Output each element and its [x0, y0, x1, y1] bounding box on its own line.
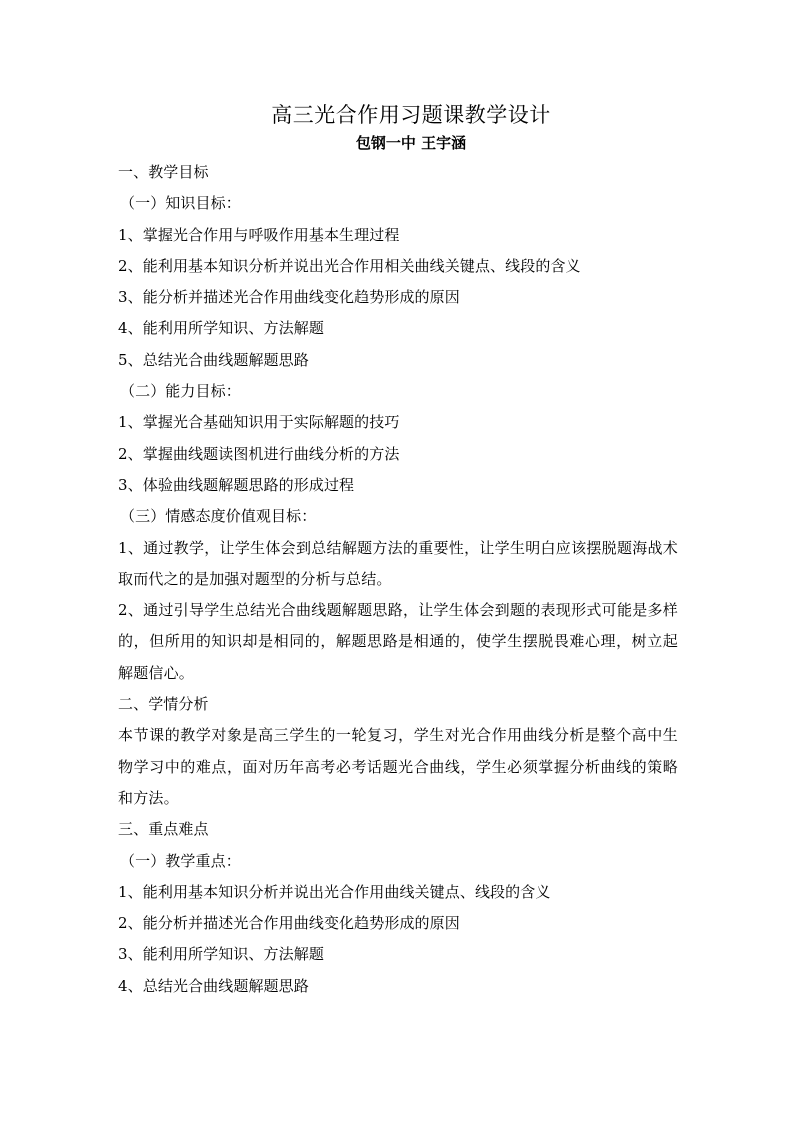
paragraph: 2、通过引导学生总结光合曲线题解题思路，让学生体会到题的表现形式可能是多样的，但所用的知识却是相同的，解题思路是相通的，使学生摆脱畏难心理，树立起解题信心。 [118, 601, 678, 682]
document-title: 高三光合作用习题课教学设计 [271, 103, 551, 127]
paragraph: 本节课的教学对象是高三学生的一轮复习，学生对光合作用曲线分析是整个高中生物学习中的难点，面对历年高考必考话题光合曲线，学生必须掌握分析曲线的策略和方法。 [118, 726, 678, 807]
list-item: 4、能利用所学知识、方法解题 [118, 319, 324, 338]
document-author: 包钢一中 王宇涵 [355, 134, 467, 152]
paragraph: 1、通过教学，让学生体会到总结解题方法的重要性，让学生明白应该摆脱题海战术取而代之的是加强对题型的分析与总结。 [118, 538, 678, 588]
section-heading-student-analysis: 二、学情分析 [118, 695, 209, 714]
document-page [118, 100, 678, 1002]
list-item: 5、总结光合曲线题解题思路 [118, 350, 309, 369]
list-item: 4、总结光合曲线题解题思路 [118, 976, 309, 995]
subsection-ability-goals: （二）能力目标： [120, 382, 241, 401]
list-item: 2、能利用基本知识分析并说出光合作用相关曲线关键点、线段的含义 [118, 256, 581, 275]
list-item: 3、能利用所学知识、方法解题 [118, 945, 324, 964]
list-item: 3、体验曲线题解题思路的形成过程 [118, 475, 355, 494]
section-heading-key-points: 三、重点难点 [118, 820, 209, 839]
section-heading-teaching-goals: 一、教学目标 [118, 163, 209, 181]
list-item: 2、能分析并描述光合作用曲线变化趋势形成的原因 [118, 914, 460, 933]
list-item: 2、掌握曲线题读图机进行曲线分析的方法 [118, 444, 400, 463]
list-item: 1、掌握光合作用与呼吸作用基本生理过程 [118, 225, 400, 244]
list-item: 1、能利用基本知识分析并说出光合作用曲线关键点、线段的含义 [118, 882, 551, 901]
subsection-knowledge-goals: （一）知识目标： [120, 194, 241, 213]
subsection-attitude-goals: （三）情感态度价值观目标： [120, 507, 317, 526]
list-item: 3、能分析并描述光合作用曲线变化趋势形成的原因 [118, 288, 460, 307]
list-item: 1、掌握光合基础知识用于实际解题的技巧 [118, 413, 400, 432]
subsection-teaching-focus: （一）教学重点： [120, 851, 241, 870]
